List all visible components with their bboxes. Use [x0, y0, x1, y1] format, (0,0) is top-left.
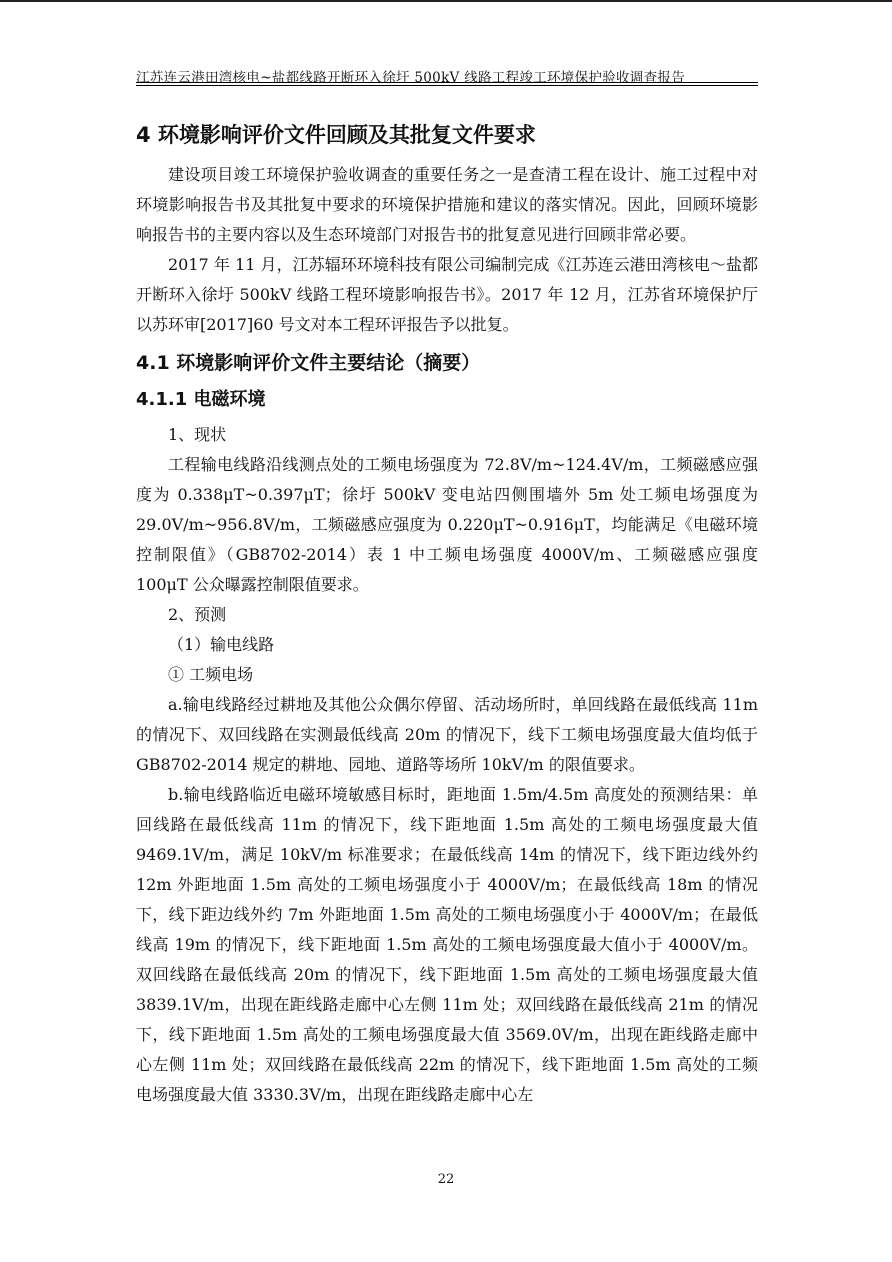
- item-prediction: 2、预测: [168, 605, 227, 624]
- page-content: [136, 112, 758, 1110]
- item-transmission-line: （1）输电线路: [168, 635, 275, 654]
- item-status: 1、现状: [168, 425, 227, 444]
- section-4-paragraph-1: 建设项目竣工环境保护验收调查的重要任务之一是查清工程在设计、施工过程中对环境影响报告书及其批复中要求的环境保护措施和建议的落实情况。因此，回顾环境影响报告书的主要内容以及生态环境部门对报告书的批复意见进行回顾非常必要。: [136, 165, 758, 244]
- top-border-line: [0, 0, 892, 2]
- paragraph-a: a.输电线路经过耕地及其他公众偶尔停留、活动场所时，单回线路在最低线高 11m 的情况下、双回线路在实测最低线高 20m 的情况下，线下工频电场强度最大值均低于 GB8702-2014 规定的耕地、园地、道路等场所 10kV/m 的限值要求。: [136, 695, 758, 774]
- section-4-1-1-heading: 4.1.1 电磁环境: [136, 389, 266, 410]
- section-4-heading: 4 环境影响评价文件回顾及其批复文件要求: [136, 123, 536, 147]
- section-4-paragraph-2: 2017 年 11 月，江苏辐环环境科技有限公司编制完成《江苏连云港田湾核电～盐都开断环入徐圩 500kV 线路工程环境影响报告书》。2017 年 12 月，江苏省环境保护厅以苏环审[2017]60 号文对本工程环评报告予以批复。: [136, 255, 758, 334]
- running-header: 江苏连云港田湾核电~盐都线路开断环入徐圩 500kV 线路工程竣工环境保护验收调查报告: [136, 70, 685, 86]
- status-paragraph: 工程输电线路沿线测点处的工频电场强度为 72.8V/m~124.4V/m，工频磁感应强度为 0.338μT~0.397μT；徐圩 500kV 变电站四侧围墙外 5m 处工频电场强度为 29.0V/m~956.8V/m，工频磁感应强度为 0.220μT~0.916μT，均能满足《电磁环境控制限值》（GB8702-2014）表 1 中工频电场强度 4000V/m、工频磁感应强度 100μT 公众曝露控制限值要求。: [136, 455, 758, 594]
- paragraph-b: b.输电线路临近电磁环境敏感目标时，距地面 1.5m/4.5m 高度处的预测结果：单回线路在最低线高 11m 的情况下，线下距地面 1.5m 高处的工频电场强度最大值 9469.1V/m，满足 10kV/m 标准要求；在最低线高 14m 的情况下，线下距边线外约 12m 外距地面 1.5m 高处的工频电场强度小于 4000V/m；在最低线高 18m 的情况下，线下距边线外约 7m 外距地面 1.5m 高处的工频电场强度小于 4000V/m；在最低线高 19m 的情况下，线下距地面 1.5m 高处的工频电场强度最大值小于 4000V/m。双回线路在最低线高 20m 的情况下，线下距地面 1.5m 高处的工频电场强度最大值 3839.1V/m，出现在距线路走廊中心左侧 11m 处；双回线路在最低线高 21m 的情况下，线下距地面 1.5m 高处的工频电场强度最大值 3569.0V/m，出现在距线路走廊中心左侧 11m 处；双回线路在最低线高 22m 的情况下，线下距地面 1.5m 高处的工频电场强度最大值 3330.3V/m，出现在距线路走廊中心左: [136, 785, 758, 1104]
- page-number: 22: [437, 1172, 455, 1187]
- header-double-rule: [136, 82, 758, 86]
- item-power-frequency-field: ① 工频电场: [168, 665, 254, 684]
- section-4-1-heading: 4.1 环境影响评价文件主要结论（摘要）: [136, 352, 481, 374]
